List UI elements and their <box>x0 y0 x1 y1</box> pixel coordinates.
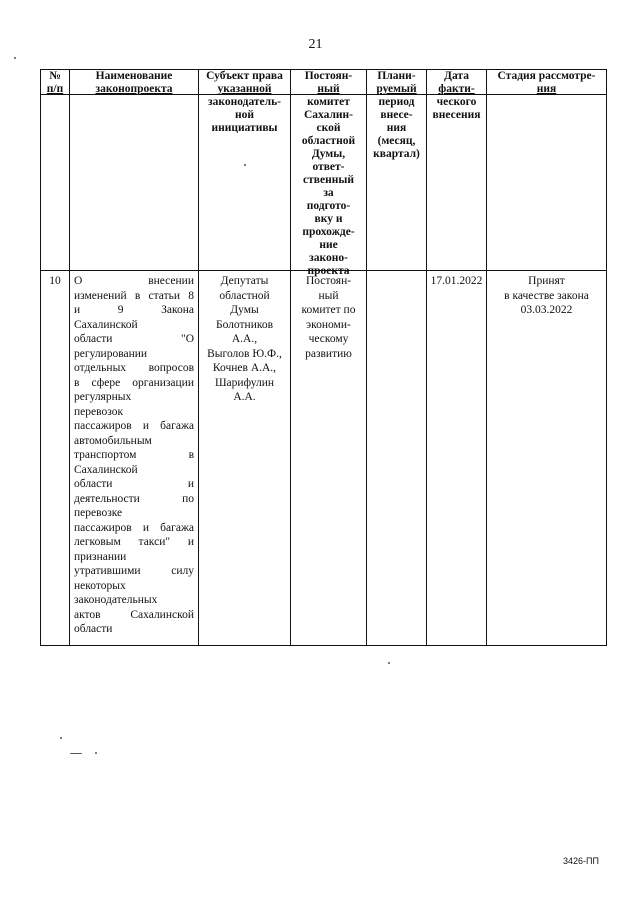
header-planned-bottom: период внесе- ния (месяц, квартал) <box>373 96 420 160</box>
header-actual-top: Дата факти- <box>438 70 475 95</box>
row-number: 10 <box>49 275 61 287</box>
bill-name <box>74 274 194 637</box>
bill-name-line: и 9 Закона <box>74 304 195 316</box>
scan-speck <box>14 57 16 59</box>
bill-name-line: в сфере организации <box>74 376 194 389</box>
header-planned-top: Плани- руемый <box>376 70 417 95</box>
document-code: 3426-ПП <box>563 856 599 866</box>
bill-name-line: регулярных <box>74 391 132 403</box>
header-num: № п/п <box>46 70 64 95</box>
scan-speck <box>244 164 246 166</box>
scan-speck <box>388 662 390 664</box>
table-border-bottom <box>40 645 607 646</box>
legislative-plan-table <box>40 69 607 646</box>
bill-name-line: деятельности по <box>74 492 194 505</box>
header-committee-bottom: комитет Сахалин- ской областной Думы, ответ- ственный за подгото- вку и прохожде- ние законо- проекта <box>301 96 356 277</box>
header-stage: Стадия рассмотре- ния <box>497 70 596 95</box>
col-border-0 <box>40 69 41 646</box>
header-name: Наименование законопроекта <box>95 70 173 95</box>
bill-name-line: Сахалинской <box>74 463 138 476</box>
col-border-7 <box>606 69 607 646</box>
bill-name-line: области "О <box>74 333 194 345</box>
bill-name-line: Сахалинской <box>74 318 138 331</box>
col-border-5 <box>426 69 427 646</box>
bill-name-line: перевозке <box>74 507 123 519</box>
header-committee-top: Постоян- ный <box>304 70 353 95</box>
col-border-1 <box>69 69 70 646</box>
bill-name-line: перевозок <box>74 405 124 418</box>
bill-name-line: некоторых <box>74 579 126 592</box>
review-stage: Принят в качестве закона 03.03.2022 <box>504 275 589 316</box>
scan-speck <box>95 752 97 754</box>
responsible-committee: Постоян- ный комитет по экономи- ческому развитию <box>301 275 356 360</box>
bill-name-line: законодательных <box>74 594 158 606</box>
header-subject-bottom: законодатель- ной инициативы <box>207 96 282 134</box>
bill-name-line: актов Сахалинской <box>74 608 194 621</box>
bill-name-line: области и <box>74 478 194 490</box>
scan-speck <box>60 737 62 739</box>
bill-name-line: легковым такси" и <box>74 536 194 548</box>
header-subject-top: Субъект права указанной <box>206 70 283 95</box>
bill-name-line: регулировании <box>74 347 148 360</box>
bill-name-line: О внесении <box>74 275 194 287</box>
bill-name-line: отдельных вопросов <box>74 362 194 374</box>
bill-name-line: автомобильным <box>74 434 152 447</box>
actual-submission-date: 17.01.2022 <box>430 275 483 287</box>
bill-name-line: области <box>74 623 113 635</box>
page-number: 21 <box>308 37 323 52</box>
header-actual-bottom: ческого внесения <box>432 96 481 121</box>
bill-name-line: изменений в статьи 8 <box>74 289 194 302</box>
bill-name-line: пассажиров и багажа <box>74 420 194 432</box>
col-border-6 <box>486 69 487 646</box>
initiative-subject: Депутаты областной Думы Болотников А.А., Выголов Ю.Ф., Кочнев А.А., Шарифулин А.А. <box>207 275 282 403</box>
bill-name-line: утратившими силу <box>74 565 194 577</box>
bill-name-line: транспортом в <box>74 449 194 461</box>
scan-speck <box>70 753 82 754</box>
bill-name-line: пассажиров и багажа <box>74 521 194 534</box>
bill-name-line: признании <box>74 550 127 563</box>
